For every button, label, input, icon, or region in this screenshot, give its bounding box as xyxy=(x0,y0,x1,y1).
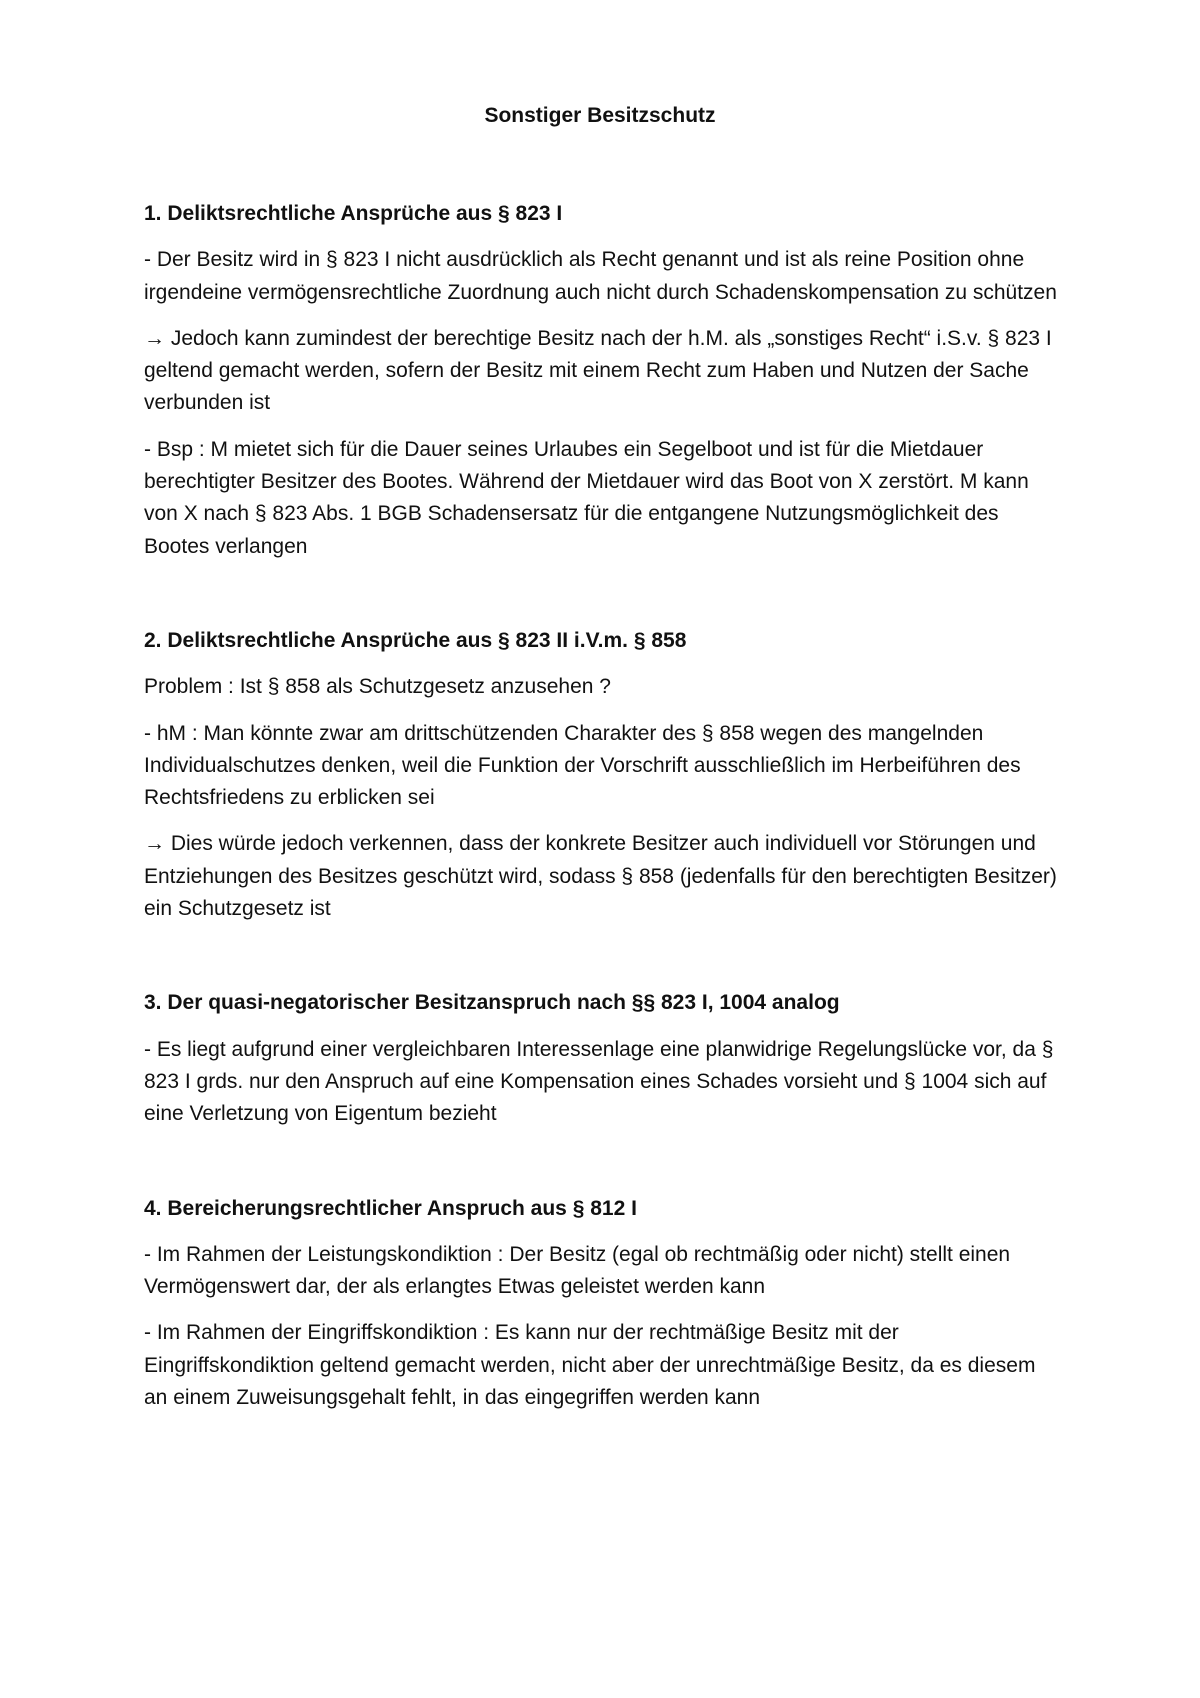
paragraph: - Der Besitz wird in § 823 I nicht ausdrücklich als Recht genannt und ist als reine Position ohne irgendeine vermögensrechtliche Zuordnung auch nicht durch Schadenskompensation zu schützen xyxy=(144,248,1057,304)
document-body xyxy=(144,198,1064,1428)
section-1 xyxy=(144,198,1064,563)
paragraph: Problem : Ist § 858 als Schutzgesetz anzusehen ? xyxy=(144,675,611,699)
paragraph: - Bsp : M mietet sich für die Dauer seines Urlaubes ein Segelboot und ist für die Mietdauer berechtigter Besitzer des Bootes. Während der Mietdauer wird das Boot von X zerstört. M kann von X nach § 823 Abs. 1 BGB Schadensersatz für die entgangene Nutzungsmöglichkeit des Bootes verlangen xyxy=(144,437,1029,558)
section-heading: 3. Der quasi-negatorischer Besitzanspruch nach §§ 823 I, 1004 analog xyxy=(144,991,840,1015)
paragraph: → Dies würde jedoch verkennen, dass der konkrete Besitzer auch individuell vor Störungen und Entziehungen des Besitzes geschützt wird, sodass § 858 (jedenfalls für den berechtigten Besitzer) ein Schutzgesetz ist xyxy=(144,832,1057,921)
section-3 xyxy=(144,987,1064,1130)
section-2 xyxy=(144,625,1064,925)
section-heading: 1. Deliktsrechtliche Ansprüche aus § 823 I xyxy=(144,202,563,225)
paragraph: - Im Rahmen der Leistungskondiktion : Der Besitz (egal ob rechtmäßig oder nicht) stellt einen Vermögenswert dar, der als erlangtes Etwas geleistet werden kann xyxy=(144,1242,1011,1299)
section-4 xyxy=(144,1193,1064,1415)
paragraph: - Im Rahmen der Eingriffskondiktion : Es kann nur der rechtmäßige Besitz mit der Eingriffskondiktion geltend gemacht werden, nicht aber der unrechtmäßige Besitz, da es diesem an einem Zuweisungsgehalt fehlt, in das eingegriffen werden kann xyxy=(144,1321,1036,1410)
page-title: Sonstiger Besitzschutz xyxy=(484,104,716,127)
paragraph: → Jedoch kann zumindest der berechtige Besitz nach der h.M. als „sonstiges Recht“ i.S.v. § 823 I geltend gemacht werden, sofern der Besitz mit einem Recht zum Haben und Nutzen der Sache verbunden ist xyxy=(144,326,1052,415)
paragraph: - Es liegt aufgrund einer vergleichbaren Interessenlage eine planwidrige Regelungslücke vor, da § 823 I grds. nur den Anspruch auf eine Kompensation eines Schades vorsieht und § 1004 sich auf eine Verletzung von Eigentum bezieht xyxy=(144,1037,1054,1126)
paragraph: - hM : Man könnte zwar am drittschützenden Charakter des § 858 wegen des mangelnden Individualschutzes denken, weil die Funktion der Vorschrift ausschließlich im Herbeiführen des Rechtsfriedens zu erblicken sei xyxy=(144,721,1021,810)
section-heading: 2. Deliktsrechtliche Ansprüche aus § 823 II i.V.m. § 858 xyxy=(144,628,687,652)
section-heading: 4. Bereicherungsrechtlicher Anspruch aus § 812 I xyxy=(144,1196,637,1220)
